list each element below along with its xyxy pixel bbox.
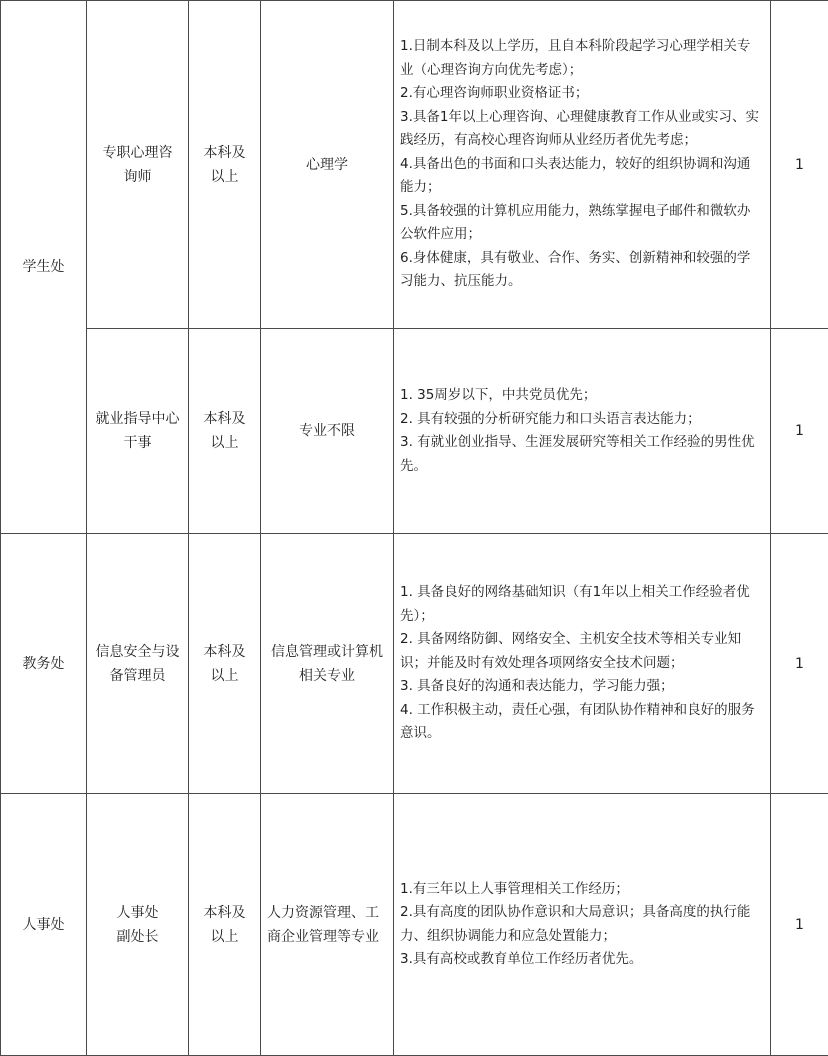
- requirement-item: 4. 工作积极主动，责任心强，有团队协作精神和良好的服务意识。: [400, 701, 755, 742]
- position-text: 人事处副处长: [116, 904, 159, 945]
- requirements-cell: [394, 794, 771, 1056]
- major-cell: 心理学: [261, 1, 394, 329]
- requirement-item: 2.具有高度的团队协作意识和大局意识；具备高度的执行能力、组织协调能力和应急处置能力；: [400, 904, 751, 944]
- requirements-cell: [394, 329, 771, 534]
- table-row: [1, 1, 828, 329]
- education-text: 本科及以上: [203, 144, 246, 185]
- major-cell: 人力资源管理、工商企业管理等专业: [261, 794, 394, 1056]
- education-cell: [189, 329, 261, 534]
- requirement-item: 3.具备1年以上心理咨询、心理健康教育工作从业或实习、实践经历，有高校心理咨询师从业经历者优先考虑；: [400, 108, 759, 149]
- table-row: [1, 534, 828, 794]
- requirements-cell: [394, 534, 771, 794]
- count-cell: 1: [771, 329, 828, 534]
- education-text: 本科及以上: [203, 411, 246, 451]
- requirement-item: 4.具备出色的书面和口头表达能力，较好的组织协调和沟通能力；: [400, 155, 751, 196]
- requirement-item: 3. 有就业创业指导、生涯发展研究等相关工作经验的男性优先。: [400, 434, 755, 474]
- requirement-item: 2. 具备网络防御、网络安全、主机安全技术等相关专业知识；并能及时有效处理各项网络安全技术问题；: [400, 631, 742, 671]
- requirement-item: 1. 具备良好的网络基础知识（有1年以上相关工作经验者优先）；: [400, 584, 750, 624]
- major-cell: [261, 534, 394, 794]
- requirement-item: 1. 35周岁以下，中共党员优先；: [400, 387, 597, 403]
- education-cell: [189, 1, 261, 329]
- requirement-item: 3. 具备良好的沟通和表达能力，学习能力强；: [400, 678, 674, 695]
- department-cell: 学生处: [1, 1, 87, 534]
- education-cell: [189, 534, 261, 794]
- requirement-item: 6.身体健康，具有敬业、合作、务实、创新精神和较强的学习能力、抗压能力。: [400, 249, 751, 290]
- position-text: 就业指导中心干事: [95, 411, 180, 451]
- position-cell: [87, 794, 189, 1056]
- requirement-item: 1.有三年以上人事管理相关工作经历；: [400, 880, 629, 897]
- major-text: 信息管理或计算机相关专业: [271, 643, 383, 684]
- position-cell: [87, 534, 189, 794]
- requirements-cell: [394, 1, 771, 329]
- count-cell: 1: [771, 534, 828, 794]
- requirement-item: 2. 具有较强的分析研究能力和口头语言表达能力；: [400, 410, 701, 427]
- education-text: 本科及以上: [203, 904, 246, 945]
- position-text: 专职心理咨询师: [102, 144, 173, 185]
- education-cell: [189, 794, 261, 1056]
- requirement-item: 3.具有高校或教育单位工作经历者优先。: [400, 951, 643, 967]
- position-text: 信息安全与设备管理员: [95, 643, 180, 684]
- table-row: [1, 794, 828, 1056]
- table-row: [1, 329, 828, 534]
- requirement-item: 1.日制本科及以上学历，且自本科阶段起学习心理学相关专业（心理咨询方向优先考虑）；: [400, 38, 751, 78]
- major-cell: 专业不限: [261, 329, 394, 534]
- education-text: 本科及以上: [203, 643, 246, 684]
- requirement-item: 5.具备较强的计算机应用能力，熟练掌握电子邮件和微软办公软件应用；: [400, 202, 751, 243]
- count-cell: 1: [771, 1, 828, 329]
- position-cell: [87, 329, 189, 534]
- requirement-item: 2.有心理咨询师职业资格证书；: [400, 85, 589, 102]
- department-cell: 人事处: [1, 794, 87, 1056]
- count-cell: 1: [771, 794, 828, 1056]
- position-cell: [87, 1, 189, 329]
- department-cell: 教务处: [1, 534, 87, 794]
